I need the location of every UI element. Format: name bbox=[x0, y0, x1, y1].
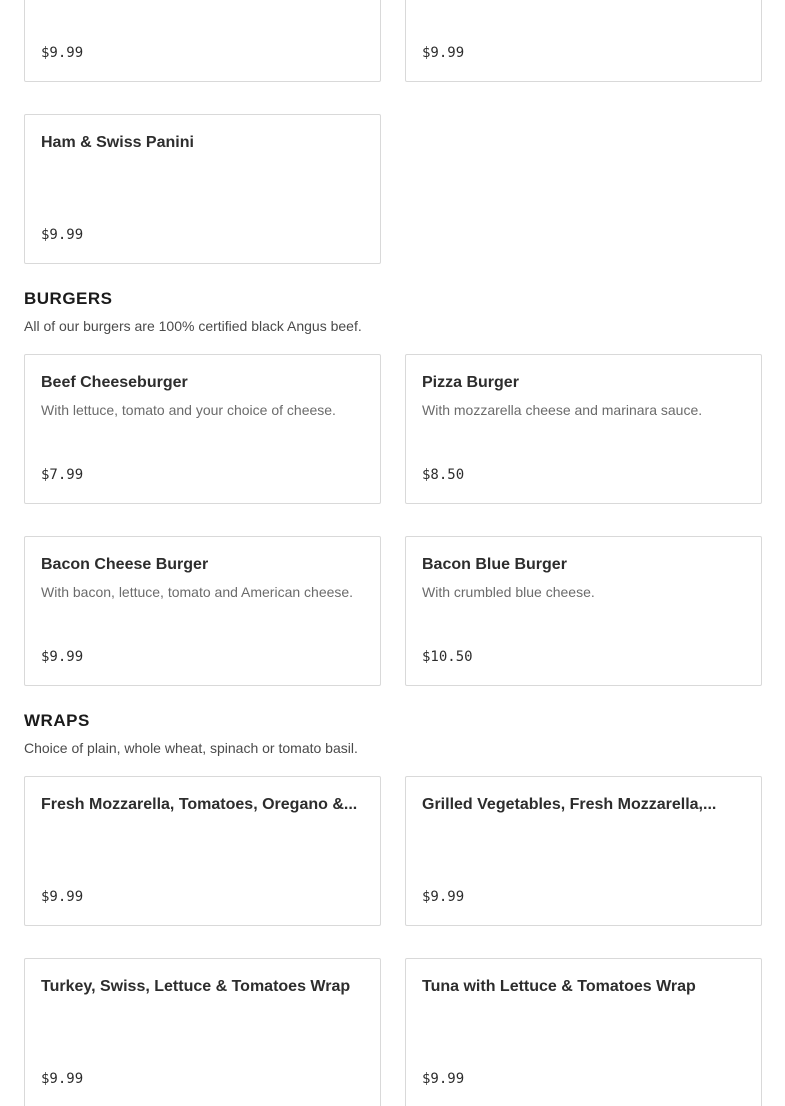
menu-item-name: Beef Cheeseburger bbox=[41, 374, 188, 391]
menu-item-name: Turkey, Swiss, Lettuce & Tomatoes Wrap bbox=[41, 978, 351, 995]
menu-item-card[interactable] bbox=[405, 0, 762, 82]
menu-item-name: Ham & Swiss Panini bbox=[41, 134, 194, 151]
menu-item-description: With bacon, lettuce, tomato and American cheese. bbox=[41, 584, 354, 600]
menu-item-card[interactable] bbox=[24, 354, 381, 504]
menu-item-price: $9.99 bbox=[41, 889, 84, 905]
menu-item-card[interactable] bbox=[405, 354, 762, 504]
menu-item-price: $9.99 bbox=[422, 889, 465, 905]
menu-item-price: $9.99 bbox=[41, 227, 84, 243]
menu-item-price: $9.99 bbox=[422, 45, 465, 61]
menu-item-price: $7.99 bbox=[41, 467, 84, 483]
menu-item-card[interactable] bbox=[405, 536, 762, 686]
menu-item-description: With lettuce, tomato and your choice of cheese. bbox=[41, 402, 336, 418]
section-title-burgers: BURGERS bbox=[24, 289, 113, 308]
menu-item-price: $9.99 bbox=[422, 1071, 465, 1087]
menu-item-price: $8.50 bbox=[422, 467, 465, 483]
menu-item-description: With crumbled blue cheese. bbox=[422, 584, 595, 600]
menu-item-card[interactable] bbox=[24, 114, 381, 264]
menu-item-card[interactable] bbox=[405, 776, 762, 926]
menu-item-name: Pizza Burger bbox=[422, 374, 519, 391]
menu-item-name: Tuna with Lettuce & Tomatoes Wrap bbox=[422, 978, 696, 995]
menu-item-price: $9.99 bbox=[41, 1071, 84, 1087]
menu-item-price: $10.50 bbox=[422, 649, 473, 665]
menu-item-name: Bacon Blue Burger bbox=[422, 556, 567, 573]
section-title-wraps: WRAPS bbox=[24, 711, 90, 730]
menu-item-card[interactable] bbox=[24, 536, 381, 686]
section-subtitle-wraps: Choice of plain, whole wheat, spinach or tomato basil. bbox=[24, 740, 358, 756]
menu-item-description: With mozzarella cheese and marinara sauce. bbox=[422, 402, 703, 418]
menu-item-price: $9.99 bbox=[41, 649, 84, 665]
menu-item-card[interactable] bbox=[24, 0, 381, 82]
section-subtitle-burgers: All of our burgers are 100% certified black Angus beef. bbox=[24, 318, 362, 334]
menu-item-name: Bacon Cheese Burger bbox=[41, 556, 209, 573]
menu-item-card[interactable] bbox=[24, 958, 381, 1106]
menu-item-card[interactable] bbox=[405, 958, 762, 1106]
menu-item-price: $9.99 bbox=[41, 45, 84, 61]
menu-item-name: Grilled Vegetables, Fresh Mozzarella,... bbox=[422, 796, 717, 813]
menu-item-card[interactable] bbox=[24, 776, 381, 926]
menu-item-name: Fresh Mozzarella, Tomatoes, Oregano &... bbox=[41, 796, 358, 813]
